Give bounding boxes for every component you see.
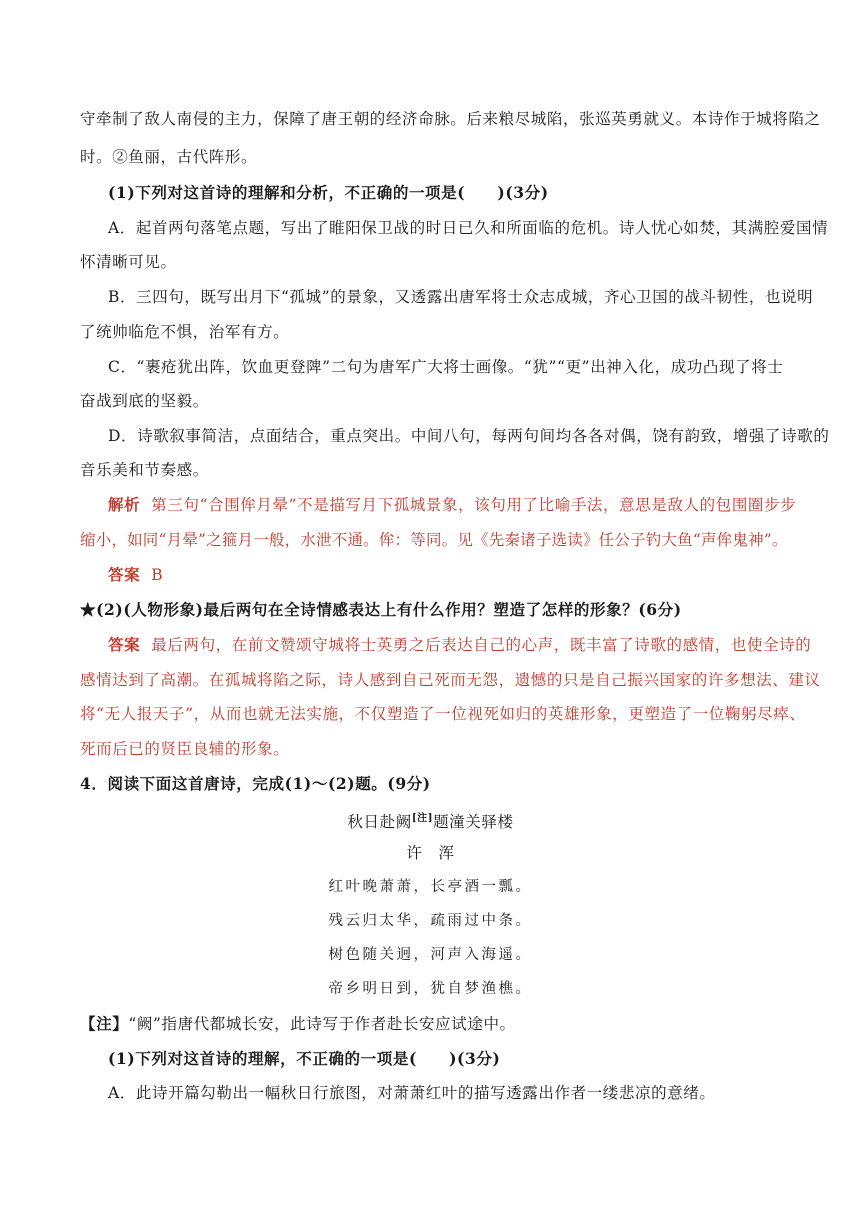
q3-1-option-a-line-2: 怀清晰可见。 [80,253,177,271]
q3-1-analysis-line-2: 缩小，如同“月晕”之箍月一般，水泄不通。侔：等同。见《先秦诸子选读》任公子钓大鱼“声侔鬼神”。 [80,531,788,549]
q4-stem: 4．阅读下面这首唐诗，完成(1)～(2)题。(9分) [80,774,431,793]
analysis-text-1: 第三句“合围侔月晕”不是描写月下孤城景象，该句用了比喻手法，意思是敌人的包围圈步步 [151,496,797,514]
poem-note [80,1013,516,1035]
answer-text-1: 最后两句，在前文赞颂守城将士英勇之后表达自己的心声，既丰富了诗歌的感情，也使全诗的 [151,636,812,654]
q3-1-option-a-line-1: A．起首两句落笔点题，写出了睢阳保卫战的时日已久和所面临的危机。诗人忧心如焚，其满腔爱国情 [108,219,829,237]
poem-title-note-marker: [注] [411,813,434,824]
q3-2-answer-line-4: 死而后已的贤臣良辅的形象。 [80,740,290,758]
analysis-label: 解析 [108,495,141,514]
answer-value: B [151,566,164,584]
q3-1-option-c-line-2: 奋战到底的坚毅。 [80,392,209,410]
q3-1-option-d-line-1: D．诗歌叙事简洁，点面结合，重点突出。中间八句，每两句间均各各对偶，饶有韵致，增强了诗歌的 [108,427,830,445]
q3-1-answer [108,564,163,586]
answer-label-2: 答案 [108,635,141,654]
prev-note-line-1: 守牵制了敌人南侵的主力，保障了唐王朝的经济命脉。后来粮尽城陷，张巡英勇就义。本诗作于城将陷之 [80,110,821,128]
q3-1-option-b-line-1: B．三四句，既写出月下“孤城”的景象，又透露出唐军将士众志成城，齐心卫国的战斗韧性，也说明 [108,288,814,306]
poem-line-4: 帝乡明日到，犹自梦渔樵。 [328,981,533,997]
q3-1-analysis-line-1 [108,494,797,516]
poem-line-3: 树色随关迥，河声入海遥。 [328,947,533,963]
q3-2-stem: ★(2)(人物形象)最后两句在全诗情感表达上有什么作用？塑造了怎样的形象？(6分) [80,600,682,619]
answer-label: 答案 [108,565,141,584]
note-text: “阙”指唐代都城长安，此诗写于作者赴长安应试途中。 [128,1015,516,1033]
poem-author: 许 浑 [406,844,455,862]
poem-title-part-2: 题潼关驿楼 [433,813,514,832]
poem-title-part-1: 秋日赴阙 [347,813,412,832]
q3-1-option-b-line-2: 了统帅临危不惧，治军有方。 [80,323,290,341]
poem-title [300,808,561,833]
q4-1-stem: (1)下列对这首诗的理解，不正确的一项是( )(3分) [108,1049,501,1068]
q3-1-stem: (1)下列对这首诗的理解和分析，不正确的一项是( )(3分) [108,183,549,202]
q4-1-option-a: A．此诗开篇勾勒出一幅秋日行旅图，对萧萧红叶的描写透露出作者一缕悲凉的意绪。 [108,1084,716,1102]
q3-2-answer-line-3: 将“无人报天子”，从而也就无法实施，不仅塑造了一位视死如归的英雄形象，更塑造了一位鞠躬尽瘁、 [80,705,806,723]
poem-line-1: 红叶晚萧萧，长亭酒一瓢。 [328,879,533,895]
q3-1-option-c-line-1: C．“裹疮犹出阵，饮血更登陴”二句为唐军广大将士画像。“犹”“更”出神入化，成功凸现了将士 [108,358,784,376]
q3-1-option-d-line-2: 音乐美和节奏感。 [80,461,209,479]
note-label: 【注】 [80,1014,129,1033]
prev-note-line-2: 时。②鱼丽，古代阵形。 [80,148,258,166]
poem-line-2: 残云归太华，疏雨过中条。 [328,913,533,929]
q3-2-answer-line-2: 感情达到了高潮。在孤城将陷之际，诗人感到自己死而无怨，遗憾的只是自己振兴国家的许多想法、建议 [80,671,821,689]
q3-2-answer-line-1 [108,634,812,656]
